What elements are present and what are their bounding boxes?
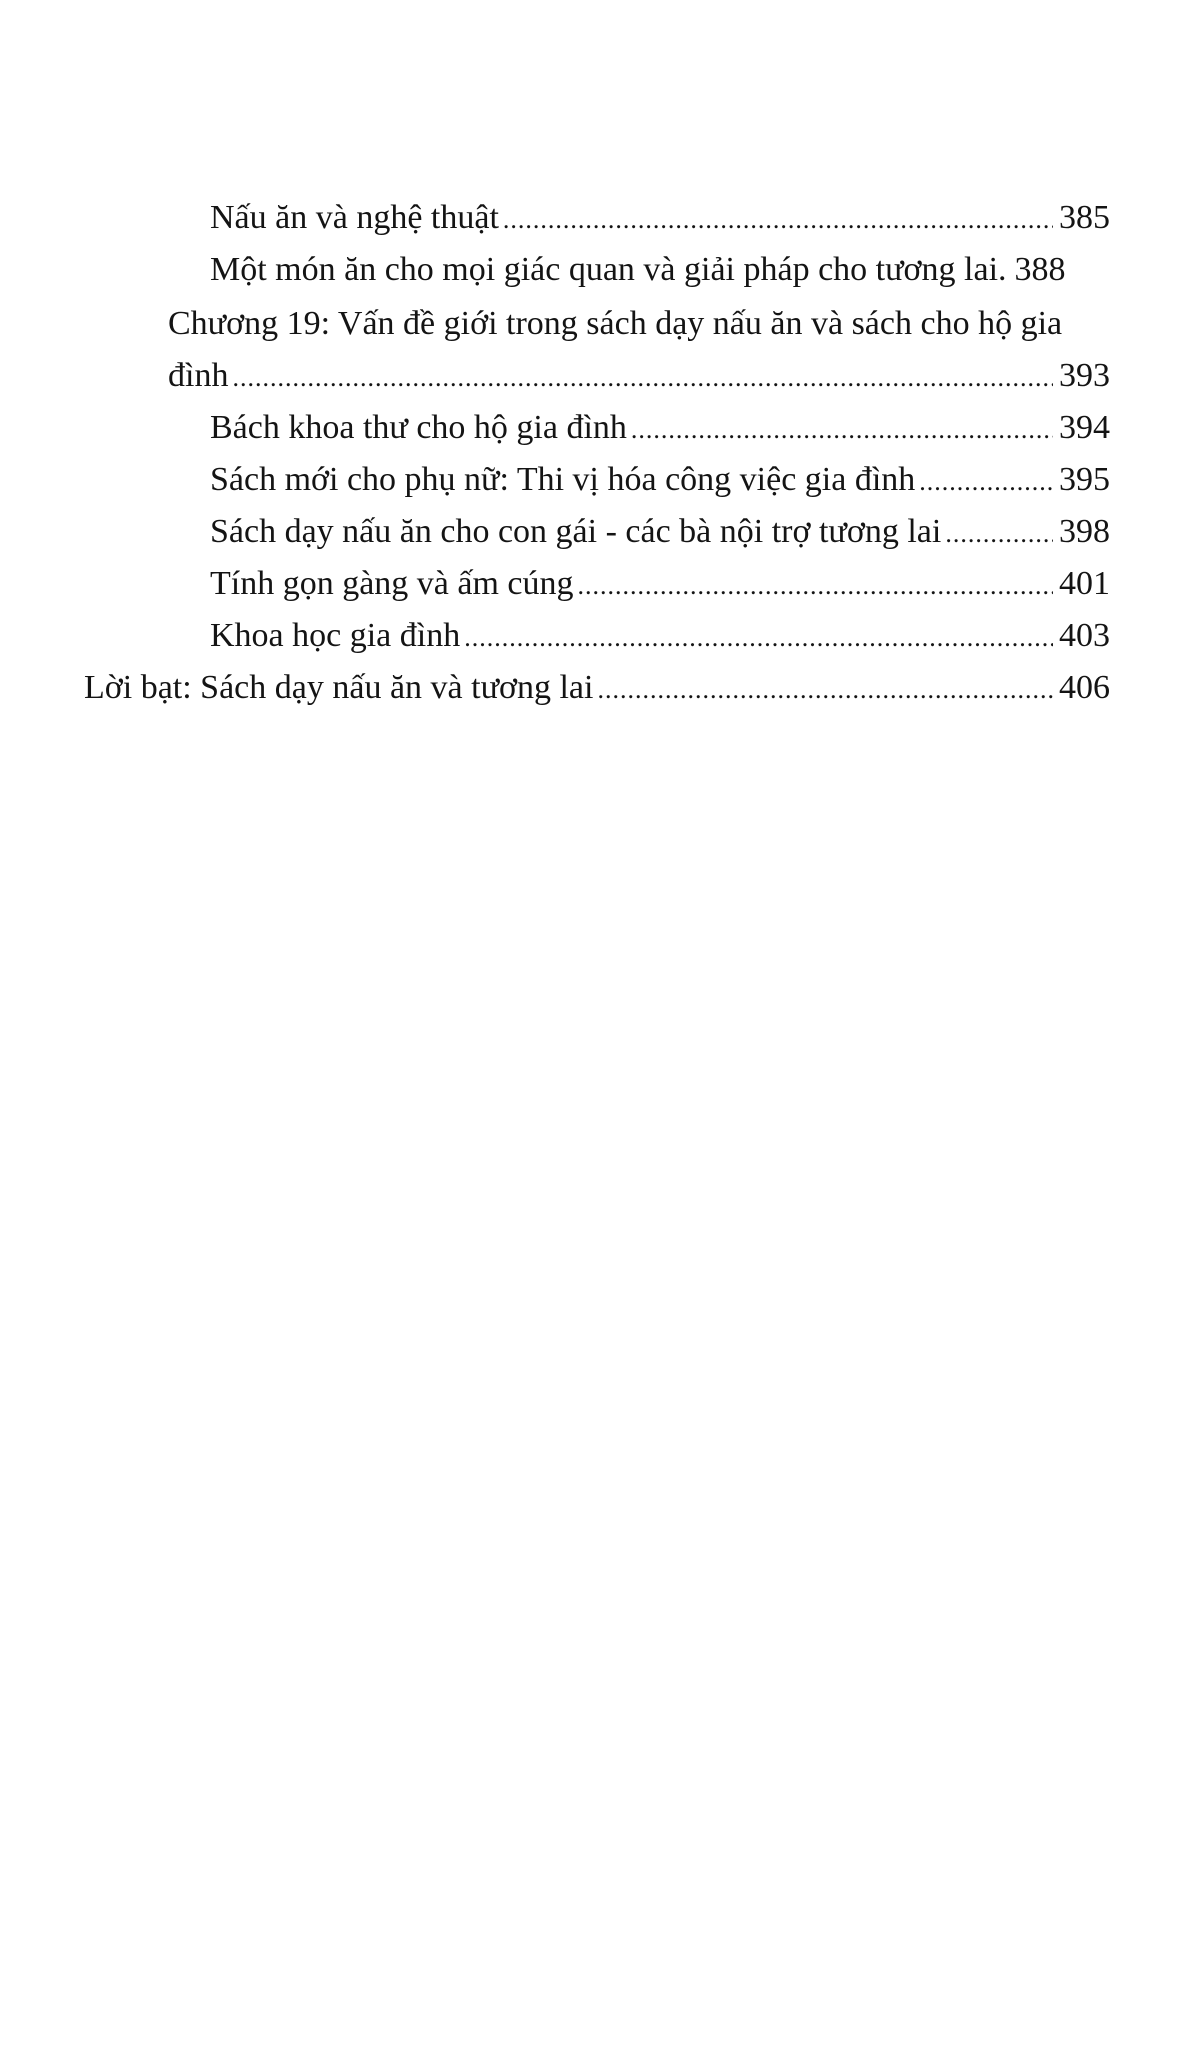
toc-entry-title: Lời bạt: Sách dạy nấu ăn và tương lai <box>84 669 594 706</box>
toc-entry-title: đình <box>168 357 229 394</box>
dot-leader <box>945 512 1053 556</box>
toc-entry-page: 401 <box>1059 565 1110 602</box>
toc-entry-title: Tính gọn gàng và ấm cúng <box>210 565 574 602</box>
toc-entry-page: 394 <box>1059 409 1110 446</box>
toc-entry-page: 388 <box>1014 251 1066 288</box>
toc-entry <box>84 666 1110 710</box>
toc-entry-title: Bách khoa thư cho hộ gia đình <box>210 409 627 446</box>
dot-leader <box>464 616 1053 660</box>
toc-entry <box>210 458 1110 502</box>
toc-entry-page: 393 <box>1059 357 1110 394</box>
dot-leader <box>631 408 1053 452</box>
toc-entry-page: 395 <box>1059 461 1110 498</box>
toc-entry <box>210 510 1110 554</box>
toc-entry <box>210 248 1110 292</box>
toc-entry <box>210 614 1110 658</box>
toc-entry <box>168 354 1110 398</box>
toc-entry-page: 398 <box>1059 513 1110 550</box>
dot-leader <box>919 460 1053 504</box>
dot-leader <box>597 668 1053 712</box>
toc-entry-page: 403 <box>1059 617 1110 654</box>
toc-entry-title: Một món ăn cho mọi giác quan và giải pháp cho tương lai. <box>210 251 1007 288</box>
toc-entry-title: Khoa học gia đình <box>210 617 461 654</box>
dot-leader <box>503 198 1053 242</box>
toc-entry <box>210 562 1110 606</box>
toc-entry-title: Sách dạy nấu ăn cho con gái - các bà nội trợ tương lai <box>210 513 942 550</box>
toc-entry <box>210 406 1110 450</box>
toc-entry-page: 406 <box>1059 669 1110 706</box>
toc-entry <box>210 196 1110 240</box>
dot-leader <box>232 356 1053 400</box>
toc-entry-title: Nấu ăn và nghệ thuật <box>210 199 499 236</box>
dot-leader <box>578 564 1053 608</box>
chapter-heading: Chương 19: Vấn đề giới trong sách dạy nấu ăn và sách cho hộ gia <box>168 305 1063 342</box>
toc-entry-page: 385 <box>1059 199 1110 236</box>
toc-entry-title: Sách mới cho phụ nữ: Thi vị hóa công việc gia đình <box>210 461 916 498</box>
